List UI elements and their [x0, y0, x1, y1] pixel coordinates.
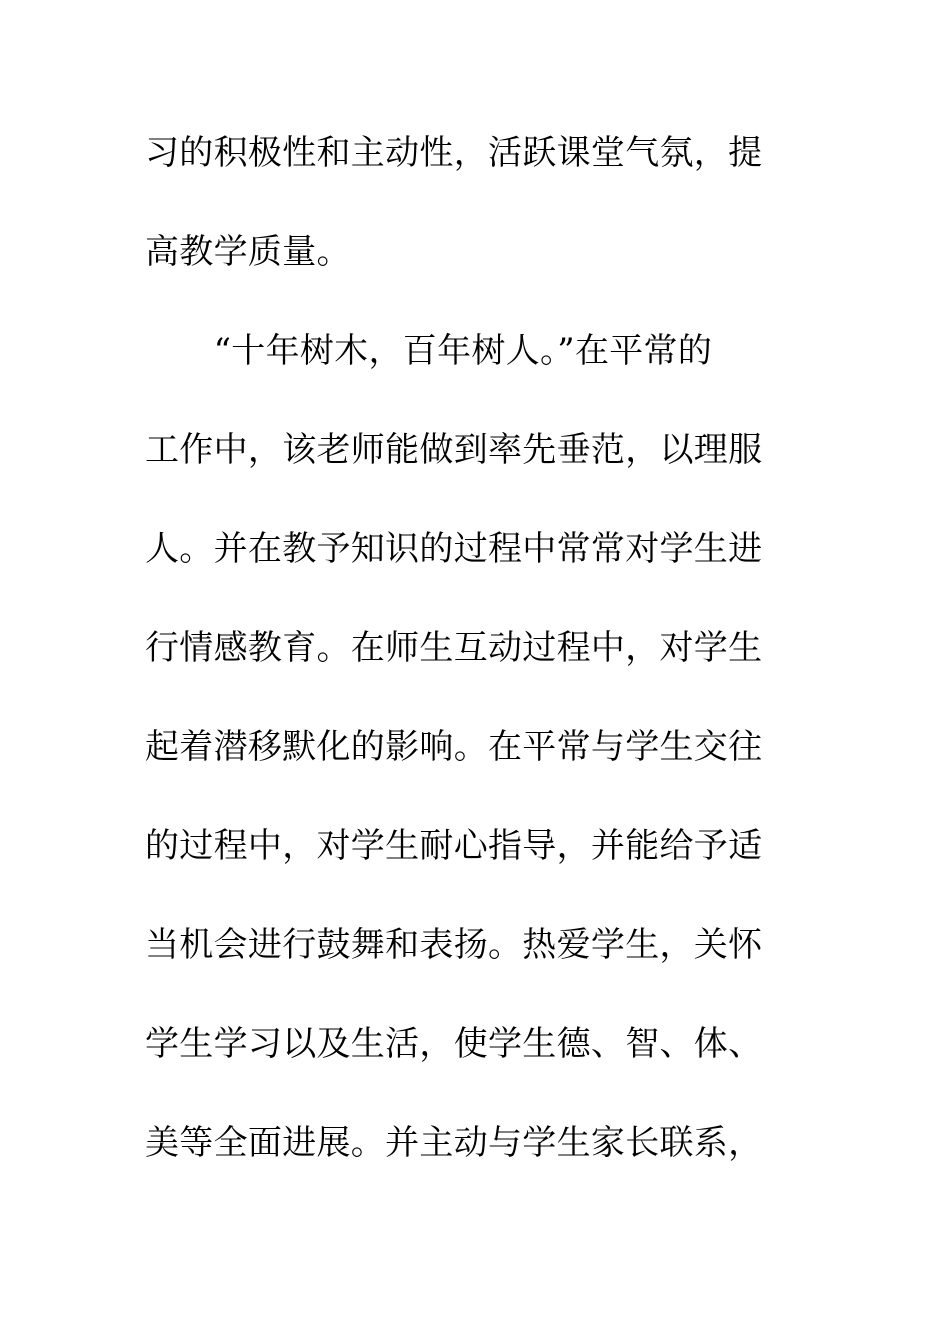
text-line: 学生学习以及生活，使学生德、智、体、 [145, 1024, 763, 1064]
body-text [145, 128, 785, 1217]
text-line: “十年树木，百年树人。”在平常的 [145, 331, 713, 371]
text-line: 人。并在教予知识的过程中常常对学生进 [145, 529, 763, 569]
text-line: 当机会进行鼓舞和表扬。热爱学生，关怀 [145, 925, 763, 965]
text-line: 工作中，该老师能做到率先垂范，以理服 [145, 430, 763, 470]
text-line: 习的积极性和主动性，活跃课堂气氛，提 [145, 133, 763, 173]
text-line: 行情感教育。在师生互动过程中，对学生 [145, 628, 763, 668]
text-line: 高教学质量。 [145, 232, 351, 272]
text-line: 的过程中，对学生耐心指导，并能给予适 [145, 826, 763, 866]
text-line: 美等全面进展。并主动与学生家长联系， [145, 1123, 763, 1163]
text-line: 起着潜移默化的影响。在平常与学生交往 [145, 727, 763, 767]
